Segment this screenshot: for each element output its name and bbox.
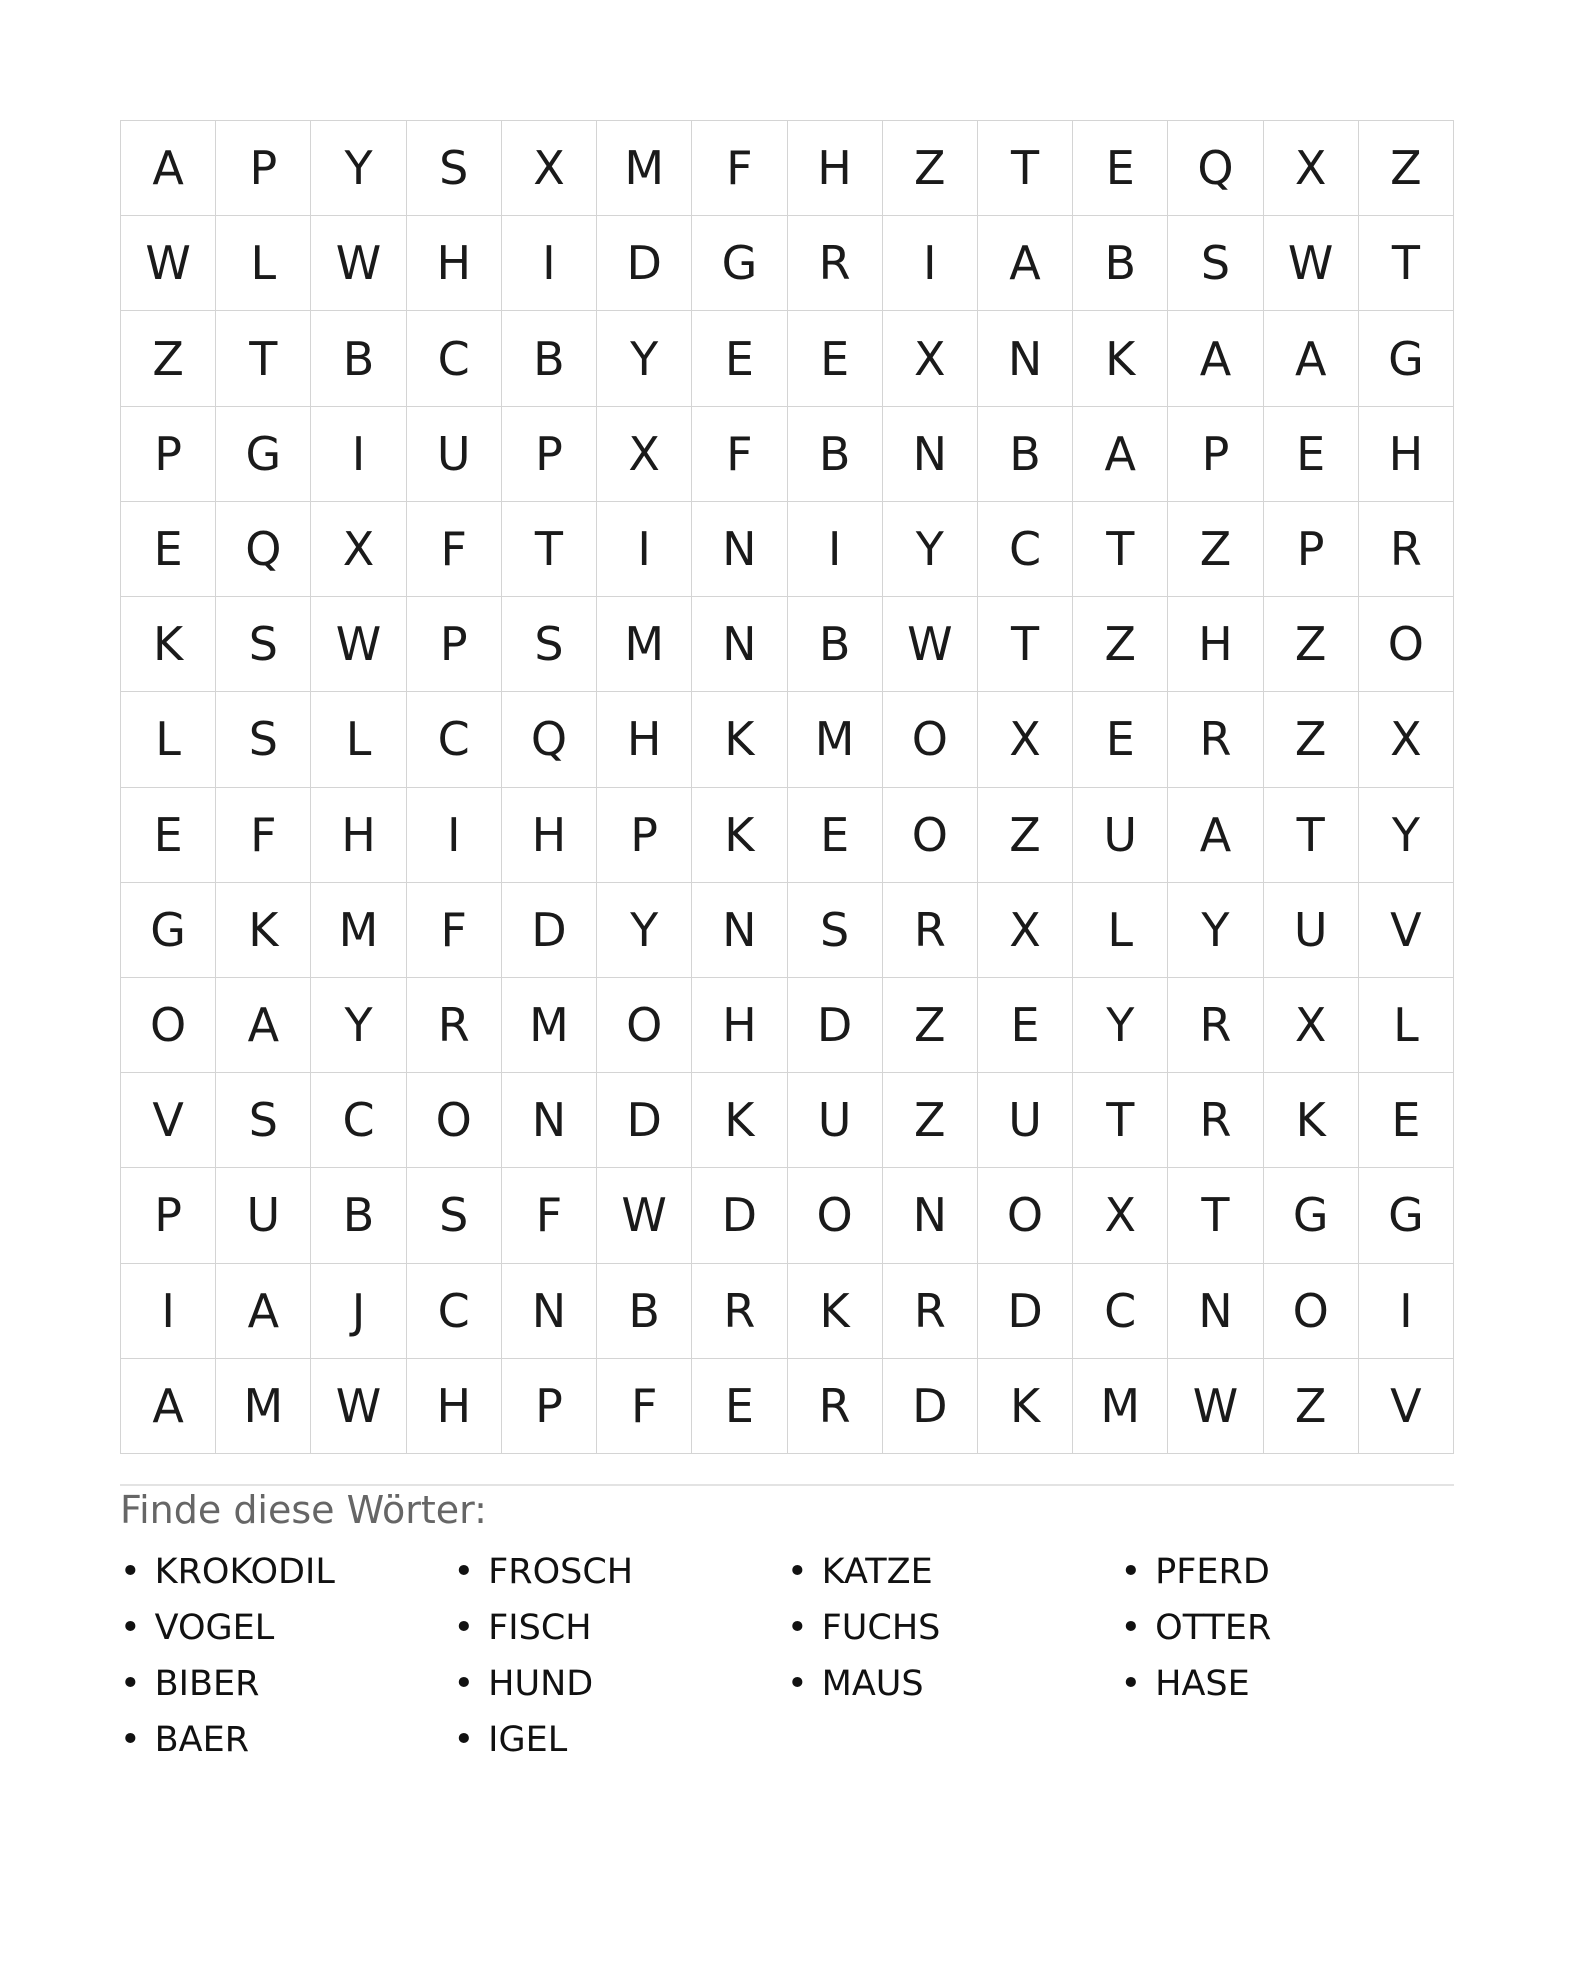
grid-cell[interactable]: B bbox=[788, 407, 883, 502]
grid-cell[interactable]: F bbox=[407, 883, 502, 978]
grid-cell[interactable]: I bbox=[788, 502, 883, 597]
grid-cell[interactable]: P bbox=[502, 407, 597, 502]
grid-cell[interactable]: O bbox=[121, 978, 216, 1073]
grid-cell[interactable]: H bbox=[1168, 597, 1263, 692]
grid-cell[interactable]: B bbox=[788, 597, 883, 692]
grid-cell[interactable]: B bbox=[311, 311, 406, 406]
grid-cell[interactable]: B bbox=[978, 407, 1073, 502]
word-list-item bbox=[454, 1600, 788, 1656]
grid-cell[interactable]: Z bbox=[883, 978, 978, 1073]
grid-cell[interactable]: P bbox=[502, 1359, 597, 1454]
grid-cell[interactable]: K bbox=[216, 883, 311, 978]
grid-cell[interactable]: D bbox=[978, 1264, 1073, 1359]
word-list-item bbox=[1121, 1600, 1455, 1656]
grid-cell[interactable]: S bbox=[407, 121, 502, 216]
bullet-icon: • bbox=[453, 1720, 475, 1760]
word-list-item bbox=[787, 1600, 1121, 1656]
grid-cell[interactable]: L bbox=[216, 216, 311, 311]
grid-cell[interactable]: B bbox=[1073, 216, 1168, 311]
grid-cell[interactable]: M bbox=[788, 692, 883, 787]
grid-cell[interactable]: T bbox=[1264, 788, 1359, 883]
grid-cell[interactable]: N bbox=[692, 883, 787, 978]
grid-cell[interactable]: D bbox=[597, 1073, 692, 1168]
word-label: FISCH bbox=[488, 1608, 592, 1648]
grid-cell[interactable]: R bbox=[883, 1264, 978, 1359]
bullet-icon: • bbox=[1120, 1608, 1142, 1648]
grid-cell[interactable]: U bbox=[216, 1168, 311, 1263]
grid-cell[interactable]: A bbox=[1264, 311, 1359, 406]
letter-grid bbox=[120, 120, 1454, 1454]
grid-cell[interactable]: D bbox=[788, 978, 883, 1073]
grid-cell[interactable]: A bbox=[1168, 311, 1263, 406]
grid-cell[interactable]: G bbox=[692, 216, 787, 311]
grid-cell[interactable]: X bbox=[883, 311, 978, 406]
word-list-title: Finde diese Wörter: bbox=[120, 1488, 487, 1532]
grid-cell[interactable]: O bbox=[1359, 597, 1454, 692]
grid-cell[interactable]: I bbox=[883, 216, 978, 311]
word-list-item bbox=[120, 1712, 454, 1768]
grid-cell[interactable]: W bbox=[311, 1359, 406, 1454]
grid-cell[interactable]: P bbox=[1264, 502, 1359, 597]
grid-cell[interactable]: B bbox=[502, 311, 597, 406]
grid-cell[interactable]: S bbox=[216, 597, 311, 692]
grid-cell[interactable]: T bbox=[978, 121, 1073, 216]
grid-cell[interactable]: Z bbox=[1168, 502, 1263, 597]
bullet-icon: • bbox=[787, 1552, 808, 1592]
grid-cell[interactable]: R bbox=[692, 1264, 787, 1359]
grid-cell[interactable]: N bbox=[692, 597, 787, 692]
grid-cell[interactable]: Z bbox=[883, 121, 978, 216]
grid-cell[interactable]: M bbox=[502, 978, 597, 1073]
grid-cell[interactable]: H bbox=[788, 121, 883, 216]
grid-cell[interactable]: Q bbox=[1168, 121, 1263, 216]
grid-cell[interactable]: G bbox=[1359, 1168, 1454, 1263]
grid-cell[interactable]: T bbox=[216, 311, 311, 406]
grid-cell[interactable]: P bbox=[1168, 407, 1263, 502]
grid-cell[interactable]: O bbox=[883, 788, 978, 883]
grid-cell[interactable]: B bbox=[311, 1168, 406, 1263]
grid-cell[interactable]: M bbox=[311, 883, 406, 978]
grid-cell[interactable]: V bbox=[1359, 883, 1454, 978]
grid-cell[interactable]: N bbox=[692, 502, 787, 597]
word-label: BAER bbox=[154, 1720, 250, 1760]
grid-cell[interactable]: E bbox=[692, 1359, 787, 1454]
grid-cell[interactable]: R bbox=[1168, 1073, 1263, 1168]
grid-cell[interactable]: X bbox=[502, 121, 597, 216]
word-label: BIBER bbox=[154, 1664, 260, 1704]
grid-cell[interactable]: O bbox=[978, 1168, 1073, 1263]
grid-cell[interactable]: Y bbox=[597, 311, 692, 406]
grid-cell[interactable]: P bbox=[121, 1168, 216, 1263]
grid-cell[interactable]: W bbox=[311, 597, 406, 692]
bullet-icon: • bbox=[787, 1608, 808, 1648]
grid-cell[interactable]: M bbox=[597, 121, 692, 216]
bullet-icon: • bbox=[1120, 1664, 1142, 1704]
grid-cell[interactable]: S bbox=[788, 883, 883, 978]
grid-cell[interactable]: T bbox=[502, 502, 597, 597]
grid-cell[interactable]: H bbox=[502, 788, 597, 883]
grid-cell[interactable]: Y bbox=[1168, 883, 1263, 978]
grid-cell[interactable]: I bbox=[311, 407, 406, 502]
grid-cell[interactable]: F bbox=[692, 407, 787, 502]
grid-cell[interactable]: D bbox=[597, 216, 692, 311]
grid-cell[interactable]: V bbox=[121, 1073, 216, 1168]
grid-cell[interactable]: R bbox=[1168, 978, 1263, 1073]
grid-cell[interactable]: R bbox=[1359, 502, 1454, 597]
grid-cell[interactable]: K bbox=[692, 788, 787, 883]
grid-cell[interactable]: A bbox=[121, 1359, 216, 1454]
bullet-icon: • bbox=[1120, 1552, 1142, 1592]
grid-cell[interactable]: X bbox=[978, 692, 1073, 787]
grid-cell[interactable]: C bbox=[407, 692, 502, 787]
grid-cell[interactable]: C bbox=[407, 311, 502, 406]
grid-cell[interactable]: Q bbox=[502, 692, 597, 787]
grid-cell[interactable]: T bbox=[1168, 1168, 1263, 1263]
word-list-item bbox=[1121, 1544, 1455, 1600]
grid-cell[interactable]: U bbox=[1073, 788, 1168, 883]
grid-cell[interactable]: L bbox=[1359, 978, 1454, 1073]
bullet-icon: • bbox=[120, 1608, 141, 1648]
grid-cell[interactable]: I bbox=[597, 502, 692, 597]
grid-cell[interactable]: T bbox=[1073, 1073, 1168, 1168]
grid-cell[interactable]: M bbox=[216, 1359, 311, 1454]
bullet-icon: • bbox=[120, 1664, 141, 1704]
grid-cell[interactable]: R bbox=[788, 1359, 883, 1454]
word-list-item bbox=[787, 1544, 1121, 1600]
grid-cell[interactable]: Z bbox=[1073, 597, 1168, 692]
grid-cell[interactable]: R bbox=[1168, 692, 1263, 787]
grid-cell[interactable]: N bbox=[1168, 1264, 1263, 1359]
word-label: MAUS bbox=[821, 1664, 924, 1704]
word-list-item bbox=[454, 1544, 788, 1600]
word-list-item bbox=[454, 1712, 788, 1768]
bullet-icon: • bbox=[453, 1608, 475, 1648]
grid-cell[interactable]: S bbox=[216, 1073, 311, 1168]
word-label: KROKODIL bbox=[154, 1552, 335, 1592]
word-label: OTTER bbox=[1155, 1608, 1272, 1648]
word-list-item bbox=[120, 1600, 454, 1656]
grid-cell[interactable]: O bbox=[883, 692, 978, 787]
grid-cell[interactable]: F bbox=[407, 502, 502, 597]
grid-cell[interactable]: N bbox=[978, 311, 1073, 406]
grid-cell[interactable]: H bbox=[407, 1359, 502, 1454]
grid-cell[interactable]: A bbox=[978, 216, 1073, 311]
word-label: HUND bbox=[488, 1664, 594, 1704]
word-list-item bbox=[787, 1656, 1121, 1712]
grid-cell[interactable]: W bbox=[1168, 1359, 1263, 1454]
bullet-icon: • bbox=[120, 1720, 141, 1760]
grid-cell[interactable]: P bbox=[597, 788, 692, 883]
grid-cell[interactable]: L bbox=[311, 692, 406, 787]
grid-cell[interactable]: H bbox=[407, 216, 502, 311]
grid-cell[interactable]: Y bbox=[597, 883, 692, 978]
grid-cell[interactable]: K bbox=[1264, 1073, 1359, 1168]
grid-cell[interactable]: J bbox=[311, 1264, 406, 1359]
grid-cell[interactable]: X bbox=[1359, 692, 1454, 787]
grid-cell[interactable]: Y bbox=[1359, 788, 1454, 883]
word-list-item bbox=[454, 1656, 788, 1712]
word-label: IGEL bbox=[488, 1720, 568, 1760]
grid-cell[interactable]: T bbox=[1073, 502, 1168, 597]
grid-cell[interactable]: Z bbox=[978, 788, 1073, 883]
grid-cell[interactable]: G bbox=[121, 883, 216, 978]
grid-cell[interactable]: K bbox=[692, 692, 787, 787]
grid-cell[interactable]: O bbox=[597, 978, 692, 1073]
grid-cell[interactable]: U bbox=[407, 407, 502, 502]
grid-cell[interactable]: T bbox=[1359, 216, 1454, 311]
grid-cell[interactable]: P bbox=[121, 407, 216, 502]
grid-cell[interactable]: A bbox=[1073, 407, 1168, 502]
grid-cell[interactable]: Z bbox=[1264, 1359, 1359, 1454]
grid-cell[interactable]: Z bbox=[121, 311, 216, 406]
grid-cell[interactable]: X bbox=[978, 883, 1073, 978]
grid-cell[interactable]: Y bbox=[311, 121, 406, 216]
grid-cell[interactable]: E bbox=[1359, 1073, 1454, 1168]
grid-cell[interactable]: F bbox=[597, 1359, 692, 1454]
grid-cell[interactable]: W bbox=[883, 597, 978, 692]
word-label: VOGEL bbox=[154, 1608, 275, 1648]
grid-cell[interactable]: Z bbox=[1264, 597, 1359, 692]
grid-cell[interactable]: U bbox=[978, 1073, 1073, 1168]
grid-cell[interactable]: P bbox=[216, 121, 311, 216]
grid-cell[interactable]: X bbox=[1264, 121, 1359, 216]
grid-cell[interactable]: W bbox=[121, 216, 216, 311]
grid-cell[interactable]: X bbox=[1264, 978, 1359, 1073]
grid-cell[interactable]: W bbox=[311, 216, 406, 311]
grid-cell[interactable]: K bbox=[121, 597, 216, 692]
grid-cell[interactable]: E bbox=[121, 502, 216, 597]
grid-cell[interactable]: U bbox=[1264, 883, 1359, 978]
grid-cell[interactable]: E bbox=[692, 311, 787, 406]
grid-cell[interactable]: N bbox=[502, 1264, 597, 1359]
grid-cell[interactable]: Z bbox=[1359, 121, 1454, 216]
grid-cell[interactable]: X bbox=[597, 407, 692, 502]
grid-cell[interactable]: X bbox=[1073, 1168, 1168, 1263]
word-label: FROSCH bbox=[488, 1552, 634, 1592]
grid-cell[interactable]: S bbox=[407, 1168, 502, 1263]
grid-cell[interactable]: S bbox=[502, 597, 597, 692]
grid-cell[interactable]: F bbox=[692, 121, 787, 216]
grid-cell[interactable]: B bbox=[597, 1264, 692, 1359]
grid-cell[interactable]: W bbox=[1264, 216, 1359, 311]
grid-cell[interactable]: E bbox=[121, 788, 216, 883]
grid-cell[interactable]: U bbox=[788, 1073, 883, 1168]
grid-cell[interactable]: I bbox=[121, 1264, 216, 1359]
grid-cell[interactable]: D bbox=[692, 1168, 787, 1263]
bullet-icon: • bbox=[453, 1552, 475, 1592]
grid-cell[interactable]: E bbox=[978, 978, 1073, 1073]
grid-cell[interactable]: Y bbox=[883, 502, 978, 597]
grid-cell[interactable]: F bbox=[502, 1168, 597, 1263]
grid-cell[interactable]: D bbox=[883, 1359, 978, 1454]
grid-cell[interactable]: C bbox=[311, 1073, 406, 1168]
bullet-icon: • bbox=[453, 1664, 475, 1704]
grid-cell[interactable]: P bbox=[407, 597, 502, 692]
grid-cell[interactable]: G bbox=[216, 407, 311, 502]
grid-cell[interactable]: H bbox=[311, 788, 406, 883]
grid-cell[interactable]: R bbox=[788, 216, 883, 311]
grid-cell[interactable]: V bbox=[1359, 1359, 1454, 1454]
grid-cell[interactable]: M bbox=[1073, 1359, 1168, 1454]
grid-cell[interactable]: R bbox=[407, 978, 502, 1073]
grid-cell[interactable]: H bbox=[597, 692, 692, 787]
grid-cell[interactable]: E bbox=[788, 311, 883, 406]
grid-cell[interactable]: D bbox=[502, 883, 597, 978]
grid-cell[interactable]: W bbox=[597, 1168, 692, 1263]
bullet-icon: • bbox=[120, 1552, 141, 1592]
grid-cell[interactable]: E bbox=[1073, 692, 1168, 787]
grid-cell[interactable]: A bbox=[216, 1264, 311, 1359]
word-list-item bbox=[120, 1656, 454, 1712]
word-label: KATZE bbox=[821, 1552, 933, 1592]
word-list bbox=[120, 1544, 1454, 1768]
grid-cell[interactable]: L bbox=[121, 692, 216, 787]
grid-cell[interactable]: L bbox=[1073, 883, 1168, 978]
bullet-icon: • bbox=[787, 1664, 808, 1704]
grid-cell[interactable]: E bbox=[1073, 121, 1168, 216]
grid-cell[interactable]: K bbox=[692, 1073, 787, 1168]
grid-cell[interactable]: Z bbox=[1264, 692, 1359, 787]
grid-cell[interactable]: E bbox=[788, 788, 883, 883]
grid-cell[interactable]: H bbox=[1359, 407, 1454, 502]
grid-cell[interactable]: C bbox=[1073, 1264, 1168, 1359]
word-list-item bbox=[1121, 1656, 1455, 1712]
grid-cell[interactable]: G bbox=[1359, 311, 1454, 406]
grid-cell[interactable]: Y bbox=[1073, 978, 1168, 1073]
grid-cell[interactable]: Z bbox=[883, 1073, 978, 1168]
grid-cell[interactable]: T bbox=[978, 597, 1073, 692]
grid-cell[interactable]: O bbox=[788, 1168, 883, 1263]
grid-cell[interactable]: K bbox=[1073, 311, 1168, 406]
grid-cell[interactable]: H bbox=[692, 978, 787, 1073]
word-list-item bbox=[120, 1544, 454, 1600]
grid-cell[interactable]: O bbox=[407, 1073, 502, 1168]
word-label: FUCHS bbox=[821, 1608, 941, 1648]
grid-cell[interactable]: M bbox=[597, 597, 692, 692]
grid-cell[interactable]: N bbox=[883, 407, 978, 502]
grid-cell[interactable]: C bbox=[407, 1264, 502, 1359]
grid-cell[interactable]: R bbox=[883, 883, 978, 978]
grid-cell[interactable]: K bbox=[788, 1264, 883, 1359]
grid-cell[interactable]: I bbox=[1359, 1264, 1454, 1359]
grid-cell[interactable]: I bbox=[502, 216, 597, 311]
grid-cell[interactable]: N bbox=[883, 1168, 978, 1263]
grid-cell[interactable]: S bbox=[1168, 216, 1263, 311]
grid-cell[interactable]: Q bbox=[216, 502, 311, 597]
grid-cell[interactable]: F bbox=[216, 788, 311, 883]
grid-cell[interactable]: A bbox=[1168, 788, 1263, 883]
grid-cell[interactable]: I bbox=[407, 788, 502, 883]
word-label: PFERD bbox=[1155, 1552, 1270, 1592]
grid-cell[interactable]: A bbox=[121, 121, 216, 216]
grid-cell[interactable]: S bbox=[216, 692, 311, 787]
grid-cell[interactable]: E bbox=[1264, 407, 1359, 502]
grid-cell[interactable]: X bbox=[311, 502, 406, 597]
grid-cell[interactable]: G bbox=[1264, 1168, 1359, 1263]
grid-cell[interactable]: C bbox=[978, 502, 1073, 597]
grid-cell[interactable]: K bbox=[978, 1359, 1073, 1454]
word-label: HASE bbox=[1155, 1664, 1250, 1704]
grid-cell[interactable]: O bbox=[1264, 1264, 1359, 1359]
grid-cell[interactable]: A bbox=[216, 978, 311, 1073]
grid-cell[interactable]: N bbox=[502, 1073, 597, 1168]
grid-cell[interactable]: Y bbox=[311, 978, 406, 1073]
